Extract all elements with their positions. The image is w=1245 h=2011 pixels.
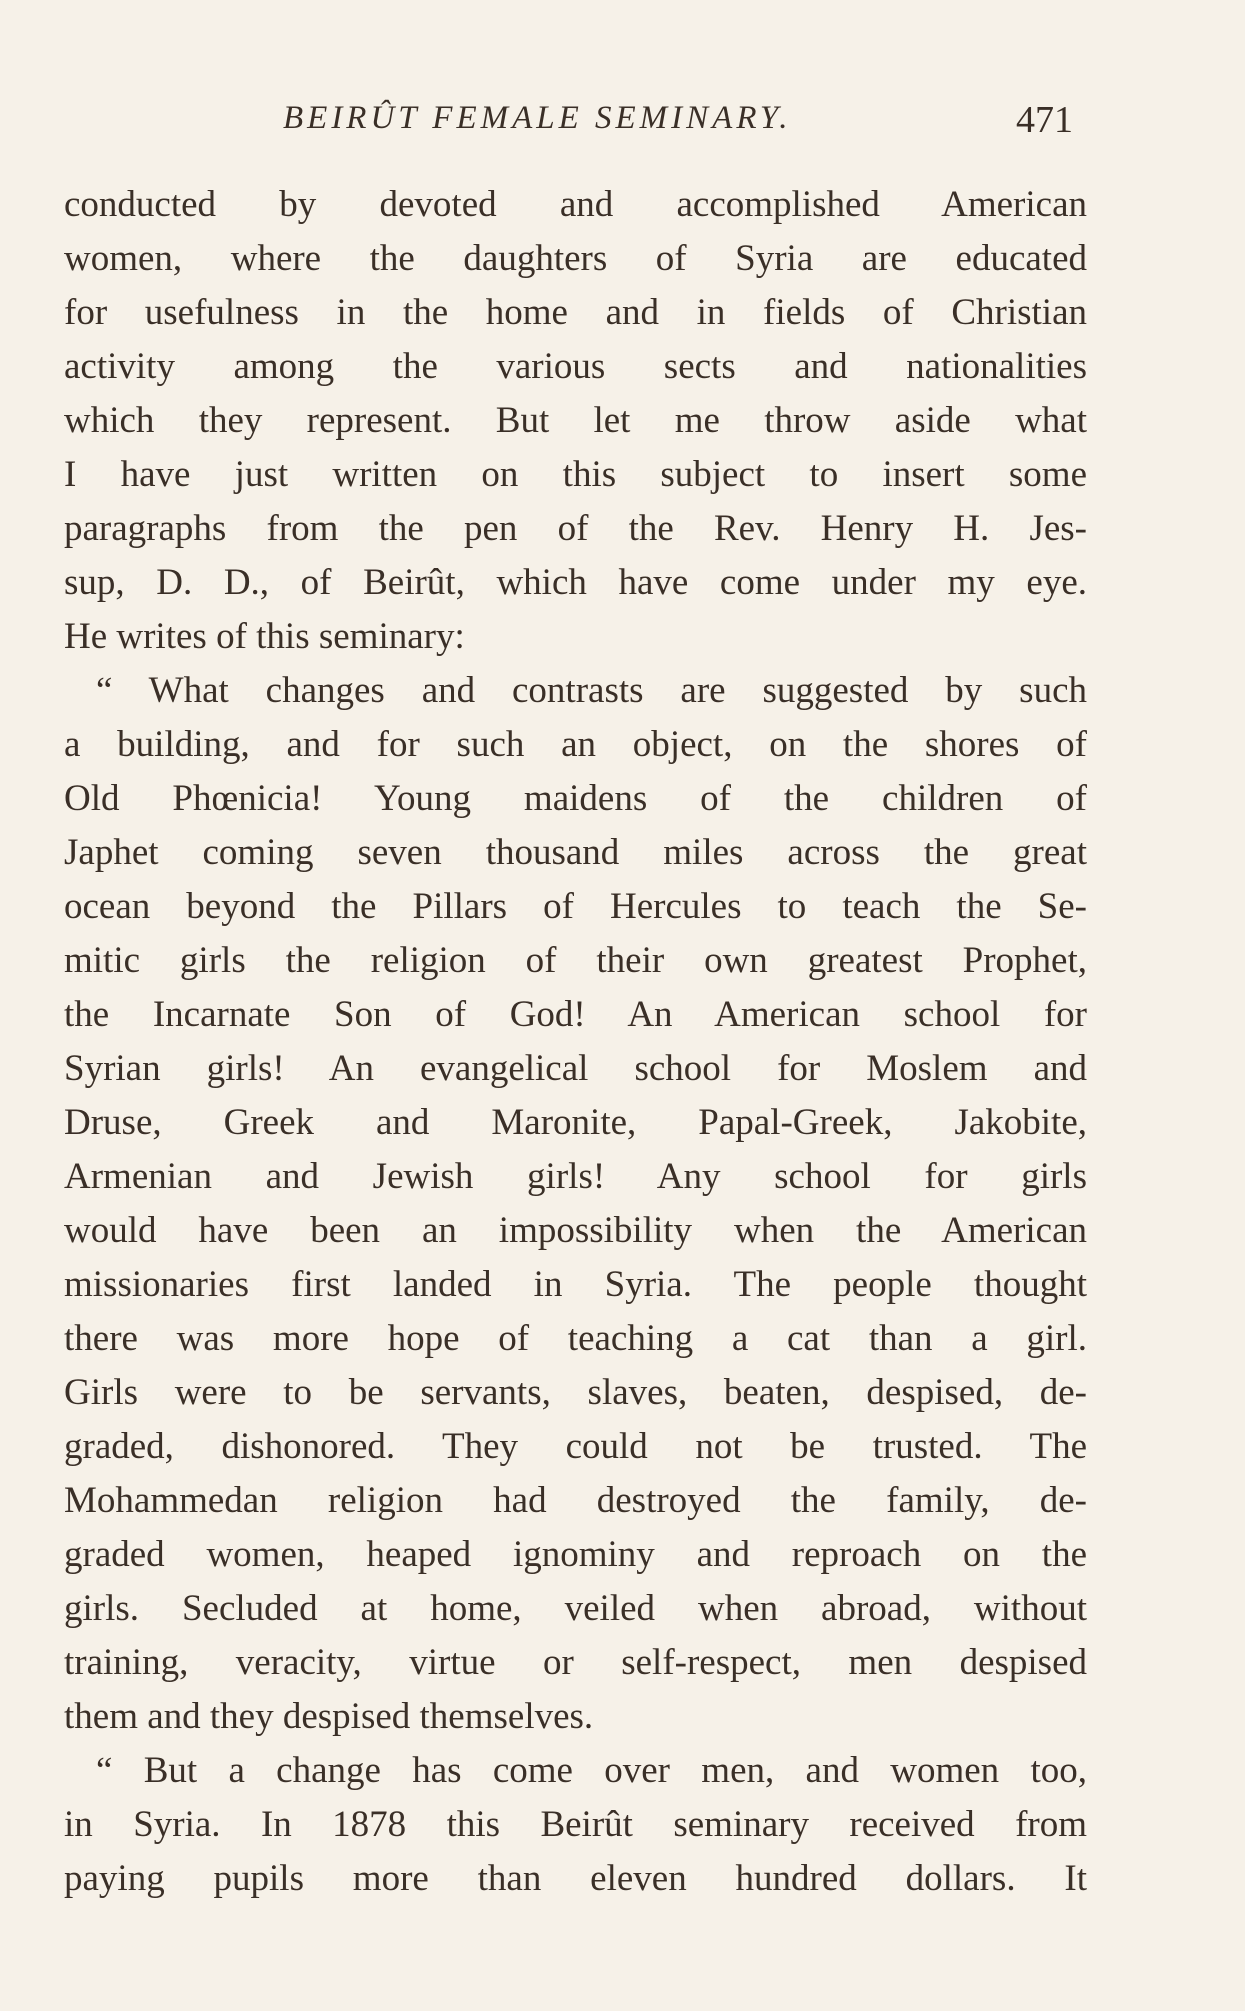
text-line: conducted by devoted and accomplished American — [64, 184, 1087, 225]
text-line: there was more hope of teaching a cat than a girl. — [64, 1318, 1087, 1359]
running-title: BEIRÛT FEMALE SEMINARY. — [283, 100, 792, 136]
page-number: 471 — [1016, 99, 1073, 141]
text-line: for usefulness in the home and in fields of Christian — [64, 292, 1087, 333]
text-line: the Incarnate Son of God! An American school for — [64, 994, 1087, 1035]
text-line: Old Phœnicia! Young maidens of the children of — [64, 778, 1087, 819]
body-text — [64, 178, 1087, 1906]
text-line: Druse, Greek and Maronite, Papal-Greek, Jakobite, — [64, 1102, 1087, 1143]
text-line: sup, D. D., of Beirût, which have come under my eye. — [64, 562, 1087, 603]
text-line: training, veracity, virtue or self-respect, men despised — [64, 1642, 1087, 1683]
text-line: paying pupils more than eleven hundred dollars. It — [64, 1858, 1087, 1899]
text-line: Armenian and Jewish girls! Any school for girls — [64, 1156, 1087, 1197]
text-line: graded women, heaped ignominy and reproach on the — [64, 1534, 1087, 1575]
text-line: Syrian girls! An evangelical school for Moslem and — [64, 1048, 1087, 1089]
text-line: which they represent. But let me throw aside what — [64, 400, 1087, 441]
text-line: “ But a change has come over men, and women too, — [96, 1750, 1087, 1791]
text-line: I have just written on this subject to insert some — [64, 454, 1087, 495]
text-line: Girls were to be servants, slaves, beaten, despised, de- — [64, 1372, 1087, 1413]
text-line: would have been an impossibility when the American — [64, 1210, 1087, 1251]
text-line: women, where the daughters of Syria are educated — [64, 238, 1087, 279]
text-line: mitic girls the religion of their own greatest Prophet, — [64, 940, 1087, 981]
text-line: a building, and for such an object, on the shores of — [64, 724, 1087, 765]
text-line: paragraphs from the pen of the Rev. Henry H. Jes- — [64, 508, 1087, 549]
text-line: graded, dishonored. They could not be trusted. The — [64, 1426, 1087, 1467]
text-line: “ What changes and contrasts are suggested by such — [96, 670, 1087, 711]
text-line: He writes of this seminary: — [64, 616, 465, 657]
text-line: them and they despised themselves. — [64, 1696, 594, 1737]
text-line: activity among the various sects and nationalities — [64, 346, 1087, 387]
text-line: ocean beyond the Pillars of Hercules to teach the Se- — [64, 886, 1087, 927]
text-line: Mohammedan religion had destroyed the family, de- — [64, 1480, 1087, 1521]
text-line: in Syria. In 1878 this Beirût seminary received from — [64, 1804, 1087, 1845]
text-line: Japhet coming seven thousand miles across the great — [64, 832, 1087, 873]
text-line: missionaries first landed in Syria. The people thought — [64, 1264, 1087, 1305]
text-line: girls. Secluded at home, veiled when abroad, without — [64, 1588, 1087, 1629]
